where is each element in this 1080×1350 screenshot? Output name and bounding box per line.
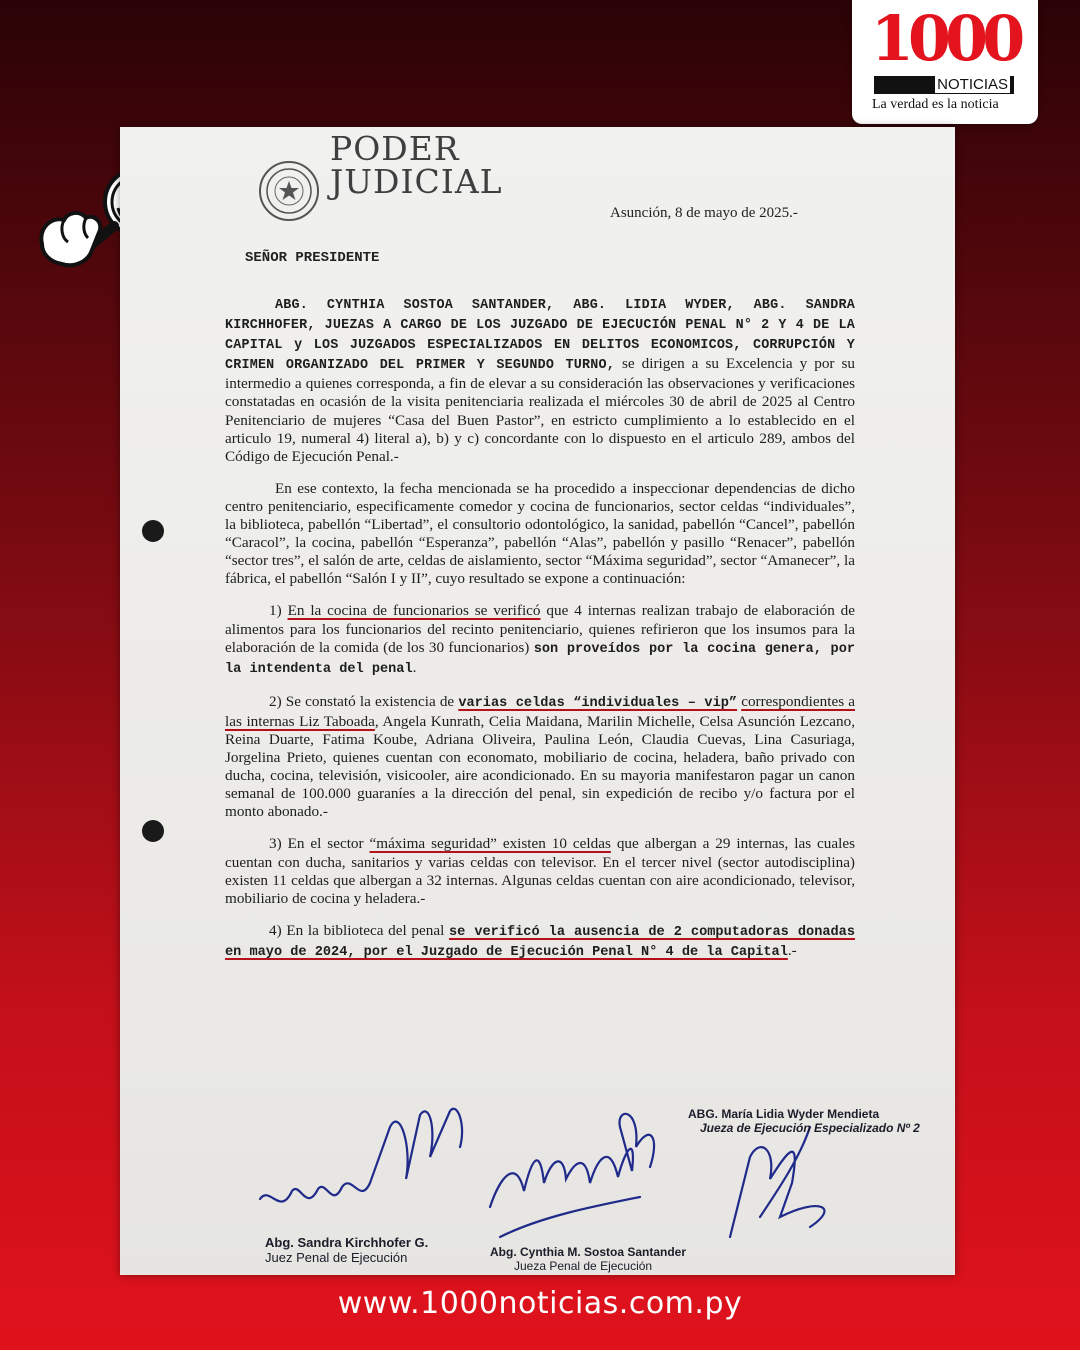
signature-center xyxy=(490,1114,654,1237)
signature-right-title: Jueza de Ejecución Especializado Nº 2 xyxy=(700,1121,920,1135)
intro-judges: ABG. CYNTHIA SOSTOA SANTANDER, ABG. LIDIA WYDER, ABG. SANDRA KIRCHHOFER, JUEZAS A CARGO DE LOS JUZGADO DE EJECUCIÓN PENAL N° 2 Y 4 DE LA CAPITAL y LOS JUZGADOS ESPECIALIZADOS EN DELITOS ECONOMICOS, CORRUPCIÓN Y CRIMEN ORGANIZADO DEL PRIMER Y SEGUNDO TURNO, xyxy=(225,298,855,374)
signature-left-label xyxy=(265,1235,428,1265)
brand-logo-card xyxy=(852,0,1038,124)
signature-block xyxy=(120,1087,955,1275)
signature-center-title: Jueza Penal de Ejecución xyxy=(514,1259,653,1273)
letterhead-line1: PODER xyxy=(330,129,460,168)
item-2 xyxy=(225,693,855,822)
logo-brand: NOTICIAS xyxy=(937,76,1008,93)
item-3-num: 3) xyxy=(269,835,282,853)
signature-center-label xyxy=(490,1245,686,1273)
letter-date: Asunción, 8 de mayo de 2025.- xyxy=(610,205,798,221)
letter-body xyxy=(225,295,855,976)
item-2-text-b: , Angela Kunrath, Celia Maidana, Marilin Michelle, Celsa Asunción Lezcano, Reina Duarte, Fatima Koube, Adriana Oliveira, Paulina León, Claudia Cuevas, Lina Casuriaga, Jorgelina Prieto, quienes cuentan con economato, mobiliario de cocina, heladera, baño privado con ducha, cocina, televisión, visicooler, aire acondicionado. En su mayoria manifestaron pagar un canon semanal de 100.000 guaraníes a la dirección del penal, sin expedición de recibo y/o factura por el monto abonado.- xyxy=(225,712,855,821)
signature-left-name: Abg. Sandra Kirchhofer G. xyxy=(265,1235,429,1250)
item-4-bold: se verificó la ausencia de 2 computadoras donadas en mayo de 2024, por el Juzgado de Ejecución Penal N° 4 de la Capital xyxy=(225,924,855,960)
item-3-underlined: “máxima seguridad” existen 10 celdas xyxy=(369,835,611,853)
republic-seal-icon xyxy=(258,160,320,222)
item-2-underlined: correspondientes a las internas Liz Taboada xyxy=(225,692,855,730)
item-4 xyxy=(225,922,855,962)
item-1-bold: son proveídos por la cocina genera, por la intendenta del penal xyxy=(225,641,856,677)
website-url[interactable]: www.1000noticias.com.py xyxy=(337,1286,743,1321)
signature-right xyxy=(730,1127,824,1237)
context-paragraph: En ese contexto, la fecha mencionada se ha procedido a inspeccionar dependencias de dicho centro penitenciario, especificamente comedor y cocina de funcionarios, sector celdas “individuales”, la biblioteca, pabellón “Libertad”, el consultorio odontológico, la sanidad, pabellón “Cancel”, pabellón “Caracol”, la cocina, pabellón “Esperanza”, pabellón “Alas”, pabellón y pasillo “Renacer”, pabellón “sector tres”, el salón de arte, celdas de aislamiento, sector “Máxima seguridad”, sector “Amanecer”, la fábrica, el pabellón “Salón I y II”, cuyo resultado se expone a continuación: xyxy=(225,479,855,588)
intro-rest: se dirigen a su Excelencia y por su intermedio a quienes corresponda, a fin de elevar a su consideración las observaciones y verificaciones constatadas en ocasión de la visita penitenciaria realizada el miércoles 30 de abril de 2025 al Centro Penitenciario de mujeres “Casa del Buen Pastor”, en estricto cumplimiento a lo establecido en el articulo 19, numeral 4) literal a), b) y c) concordante con lo dispuesto en el articulo 289, ambos del Código de Ejecución Penal.- xyxy=(225,355,855,465)
intro-paragraph xyxy=(225,295,855,466)
logo-number: 1000 xyxy=(870,2,1020,75)
item-1-underlined: En la cocina de funcionarios se verificó xyxy=(287,602,541,620)
item-2-text-a: Se constató la existencia de xyxy=(285,692,459,710)
signature-center-name: Abg. Cynthia M. Sostoa Santander xyxy=(490,1245,687,1259)
item-3 xyxy=(225,835,855,907)
punch-hole xyxy=(142,820,164,842)
signature-left-title: Juez Penal de Ejecución xyxy=(265,1250,408,1265)
logo-brand-bar xyxy=(874,76,1014,94)
signature-right-name: ABG. María Lidia Wyder Mendieta xyxy=(688,1107,880,1121)
salutation: SEÑOR PRESIDENTE xyxy=(245,250,380,266)
logo-tagline: La verdad es la noticia xyxy=(872,97,999,112)
item-4-num: 4) xyxy=(269,921,282,939)
document-paper xyxy=(120,127,955,1275)
item-1-num: 1) xyxy=(269,602,282,620)
item-2-bold: varias celdas “individuales – vip” xyxy=(458,695,738,711)
item-1-text: que 4 internas realizan trabajo de elaboración de alimentos para los funcionarios del recinto penitenciario, quienes refirieron que los insumos para la elaboración de la comida (de los 30 funcionarios) xyxy=(225,602,856,656)
item-3-text-a: En el sector xyxy=(287,835,370,853)
item-4-end: .- xyxy=(787,941,797,959)
signature-left xyxy=(260,1109,462,1202)
item-3-text-b: que albergan a 29 internas, las cuales cuentan con ducha, sanitarios y varias celdas con televisor. En el tercer nivel (sector autodisciplina) existen 11 celdas que albergan a 32 internas. Algunas celdas cuentan con aire acondicionado, televisor, mobiliario de cocina y heladera.- xyxy=(225,835,855,907)
item-2-num: 2) xyxy=(269,692,282,710)
letterhead-line2: JUDICIAL xyxy=(330,162,503,201)
item-4-text-a: En la biblioteca del penal xyxy=(286,921,449,939)
punch-hole xyxy=(142,520,164,542)
item-1-end: . xyxy=(412,658,417,676)
item-1 xyxy=(225,602,855,678)
signature-right-label xyxy=(688,1107,920,1135)
